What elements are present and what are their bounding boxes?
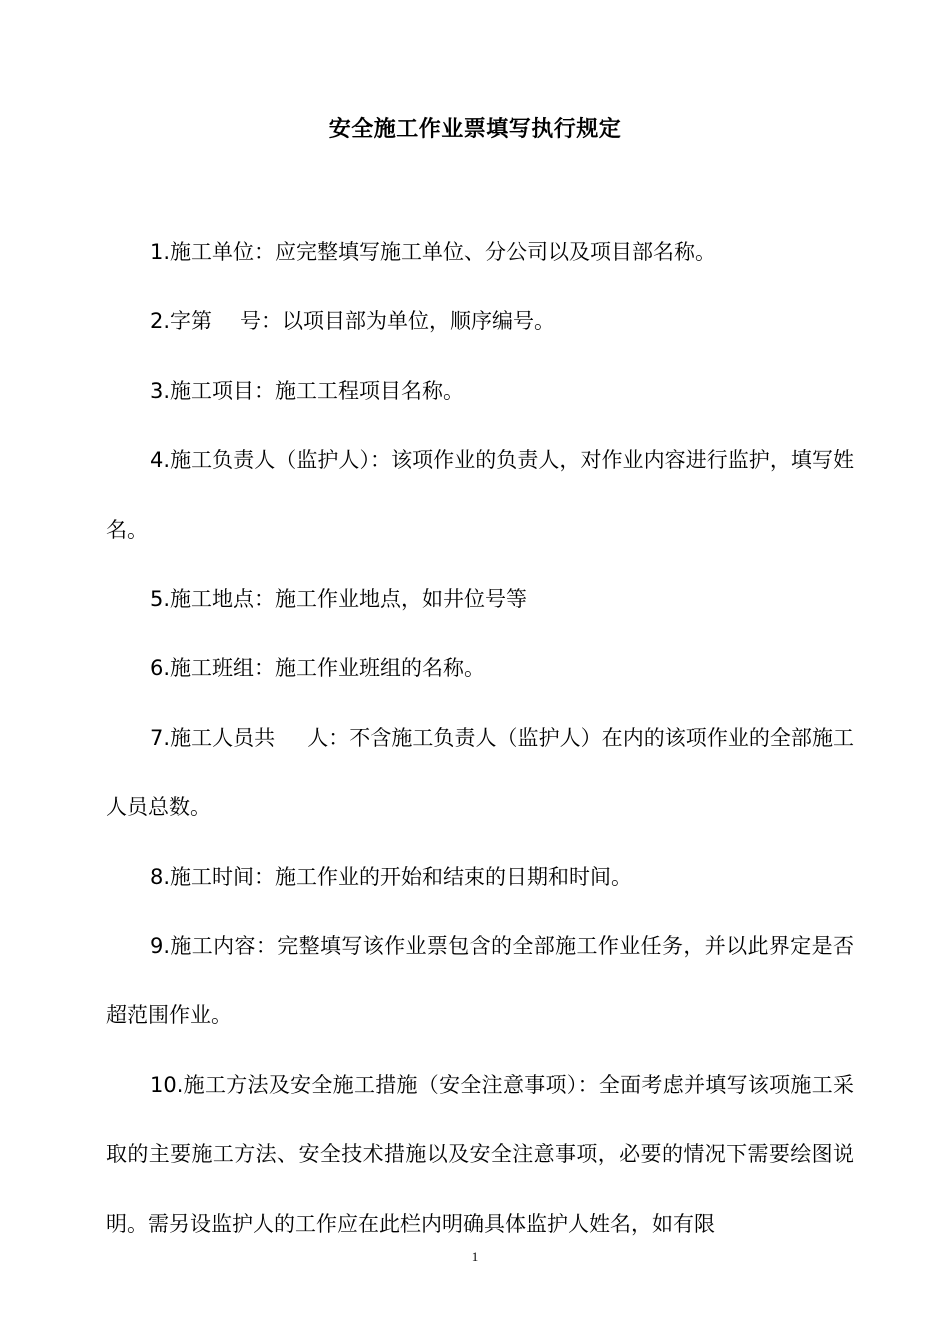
paragraph-8: 8.施工时间：施工作业的开始和结束的日期和时间。 xyxy=(150,864,633,889)
paragraph-4: 4.施工负责人（监护人）：该项作业的负责人，对作业内容进行监护，填写姓名。 xyxy=(106,448,854,542)
document-body xyxy=(106,218,854,1259)
paragraph-7-suffix: 人：不含施工负责人（监护人）在内的该项作业的全部施工人员总数。 xyxy=(106,725,854,820)
paragraph-7-prefix: 7.施工人员共 xyxy=(150,725,276,750)
paragraph-2-prefix: 2.字第 xyxy=(150,309,213,334)
paragraph-2 xyxy=(106,287,854,356)
paragraph-7 xyxy=(106,704,854,843)
document-title: 安全施工作业票填写执行规定 xyxy=(328,117,622,142)
paragraph-9: 9.施工内容：完整填写该作业票包含的全部施工作业任务，并以此界定是否超范围作业。 xyxy=(106,934,854,1028)
paragraph-5: 5.施工地点：施工作业地点，如井位号等 xyxy=(150,587,528,612)
paragraph-3: 3.施工项目：施工工程项目名称。 xyxy=(150,378,465,403)
paragraph-1: 1.施工单位：应完整填写施工单位、分公司以及项目部名称。 xyxy=(150,240,717,264)
paragraph-2-suffix: 号：以项目部为单位，顺序编号。 xyxy=(240,309,556,334)
paragraph-10: 10.施工方法及安全施工措施（安全注意事项）：全面考虑并填写该项施工采取的主要施工方法、安全技术措施以及安全注意事项，必要的情况下需要绘图说明。需另设监护人的工作应在此栏内明确具体监护人姓名，如有限 xyxy=(106,1072,854,1236)
page-number: 1 xyxy=(471,1249,479,1264)
paragraph-6: 6.施工班组：施工作业班组的名称。 xyxy=(150,656,486,681)
